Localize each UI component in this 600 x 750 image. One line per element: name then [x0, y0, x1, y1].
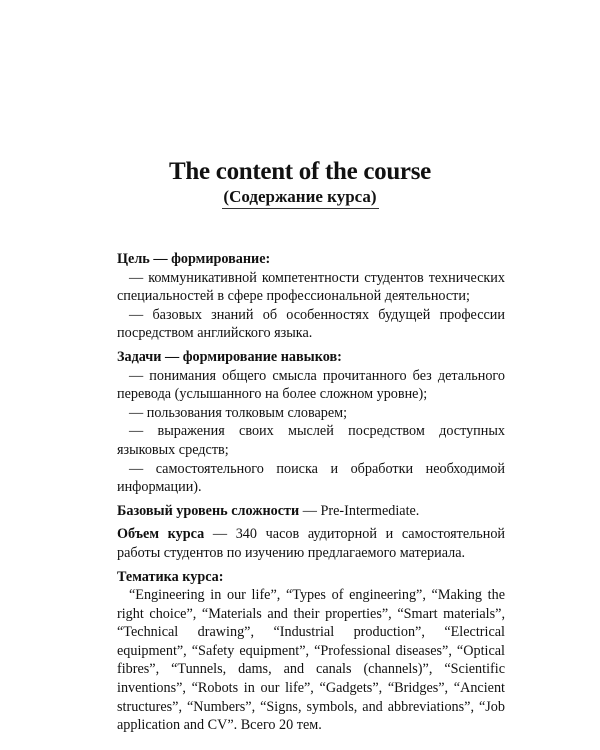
volume-label: Объем курса: [117, 526, 205, 543]
tasks-item: — пользования толковым словарем;: [129, 404, 348, 421]
volume-paragraph: [117, 525, 505, 562]
volume-value: — 340 часов аудиторной и самостоятельной работы студентов по изучению предлагаемого материала.: [117, 526, 506, 561]
topics-heading: Тематика курса:: [117, 568, 224, 585]
goal-item: — базовых знаний об особенностях будущей профессии посредством английского языка.: [117, 306, 505, 342]
tasks-heading: Задачи — формирование навыков:: [117, 348, 342, 365]
tasks-item: — выражения своих мыслей посредством доступных языковых средств;: [117, 423, 505, 458]
goal-heading: Цель — формирование:: [117, 251, 271, 267]
page-title: The content of the course: [169, 158, 431, 185]
level-value: — Pre-Intermediate.: [299, 502, 420, 519]
document-body: [117, 250, 505, 735]
tasks-item: — понимания общего смысла прочитанного без детального перевода (услышанного на более сложном уровне);: [117, 367, 505, 403]
goal-item: — коммуникативной компетентности студентов технических специальностей в сфере профессиональной деятельности;: [117, 269, 505, 305]
page-subtitle: (Содержание курса): [223, 187, 377, 206]
level-paragraph: [117, 502, 505, 521]
tasks-item: — самостоятельного поиска и обработки необходимой информации).: [117, 460, 505, 496]
topics-text: “Engineering in our life”, “Types of engineering”, “Making the right choice”, “Materials and their properties”, “Smart materials”, “Technical drawing”, “Industrial production”, “Electrical equipment”, “Safety equipment”, “Professional diseases”, “Optical fibres”, “Tunnels, dams, and canals (channels)”, “Scientific inventions”, “Robots in our life”, “Gadgets”, “Bridges”, “Ancient structures”, “Numbers”, “Signs, symbols, and abbreviations”, “Job application and CV”. Всего 20 тем.: [117, 587, 505, 734]
title-underline: [222, 208, 379, 209]
level-label: Базовый уровень сложности: [117, 502, 300, 519]
